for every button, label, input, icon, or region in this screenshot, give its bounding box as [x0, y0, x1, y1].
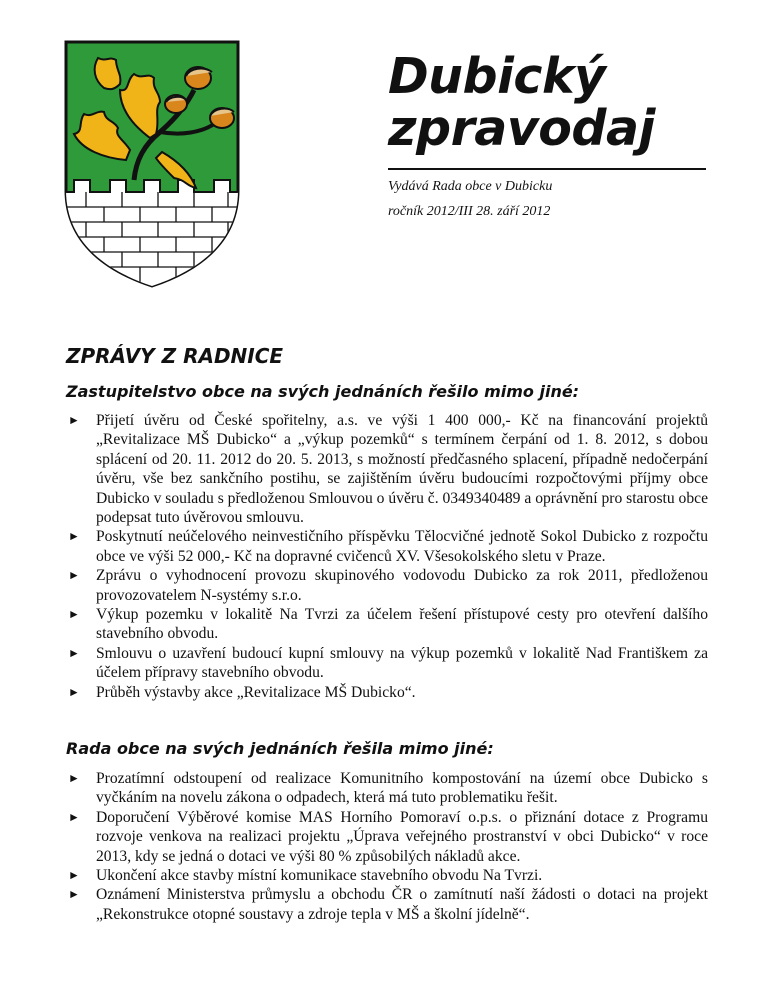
- board-heading: Rada obce na svých jednáních řešila mimo jiné:: [66, 739, 494, 758]
- council-list: [66, 411, 708, 702]
- list-item: ► Přijetí úvěru od České spořitelny, a.s. ve výši 1 400 000,- Kč na financování projektů „Revitalizace MŠ Dubicko“ a „výkup pozemků“ s termínem čerpání od 1. 8. 2012, s dobou splácení od 20. 11. 2012 do 20. 5. 2013, s možností předčasného splacení, případně nedočerpání úvěru, vše bez sankčního postihu, se zajištěním úvěru budoucími rozpočtovými příjmy obce Dubicko v souladu s předloženou Smlouvou o úvěru č. 0349340489 a oprávnění pro starostu obce podepsat tuto úvěrovou smlouvu.: [68, 412, 708, 527]
- list-item: ► Průběh výstavby akce „Revitalizace MŠ Dubicko“.: [68, 683, 416, 701]
- bullet-arrow-icon: ►: [68, 645, 80, 660]
- masthead: [388, 48, 708, 220]
- bullet-arrow-icon: ►: [68, 809, 80, 824]
- issue-line: ročník 2012/III 28. září 2012: [388, 204, 551, 219]
- list-item: ► Smlouvu o uzavření budoucí kupní smlouvy na výkup pozemků v lokalitě Nad Františkem za účelem přípravy stavebního obvodu.: [68, 644, 708, 682]
- list-item: ► Výkup pozemku v lokalitě Na Tvrzi za účelem řešení přístupové cesty pro otevření dalšího stavebního obvodu.: [68, 606, 708, 643]
- list-item: ► Poskytnutí neúčelového neinvestičního příspěvku Tělocvičné jednotě Sokol Dubicko z rozpočtu obce ve výši 52 000,- Kč na dopravné cvičenců XV. Všesokolského sletu v Praze.: [68, 528, 708, 565]
- list-item: ► Doporučení Výběrové komise MAS Horního Pomoraví o.p.s. o přiznání dotace z Programu rozvoje venkova na realizaci projektu „Úprava veřejného prostranství v obci Dubicko“ v roce 2013, kdy se jedná o dotaci ve výši 80 % způsobilých nákladů akce.: [68, 808, 708, 865]
- bullet-arrow-icon: ►: [68, 529, 80, 544]
- coat-of-arms-icon: [64, 40, 240, 288]
- publisher-line: Vydává Rada obce v Dubicku: [388, 179, 553, 194]
- council-heading: Zastupitelstvo obce na svých jednáních řešilo mimo jiné:: [66, 382, 580, 401]
- bullet-arrow-icon: ►: [68, 771, 80, 785]
- bullet-arrow-icon: ►: [68, 868, 80, 883]
- list-item: ► Prozatímní odstoupení od realizace Komunitního kompostování na území obce Dubicko s vyčkáním na novelu zákona o odpadech, která má tuto problematiku řešit.: [68, 770, 708, 807]
- bullet-arrow-icon: ►: [68, 684, 80, 699]
- newsletter-title-line2: zpravodaj: [388, 100, 655, 157]
- board-list: [66, 769, 708, 924]
- section-title: ZPRÁVY Z RADNICE: [66, 344, 284, 368]
- bullet-arrow-icon: ►: [68, 568, 80, 583]
- masthead-divider: [388, 168, 706, 170]
- bullet-arrow-icon: ►: [68, 887, 80, 902]
- list-item: ► Zprávu o vyhodnocení provozu skupinového vodovodu Dubicko za rok 2011, předloženou provozovatelem N-systémy s.r.o.: [68, 567, 708, 604]
- list-item: ► Oznámení Ministerstva průmyslu a obchodu ČR o zamítnutí naší žádosti o dotaci na projekt „Rekonstrukce otopné soustavy a zdroje tepla v MŠ a školní jídelně“.: [68, 886, 708, 923]
- newsletter-title-line1: Dubický: [388, 48, 606, 105]
- list-item: ► Ukončení akce stavby místní komunikace stavebního obvodu Na Tvrzi.: [68, 867, 543, 885]
- bullet-arrow-icon: ►: [68, 413, 80, 427]
- bullet-arrow-icon: ►: [68, 607, 80, 622]
